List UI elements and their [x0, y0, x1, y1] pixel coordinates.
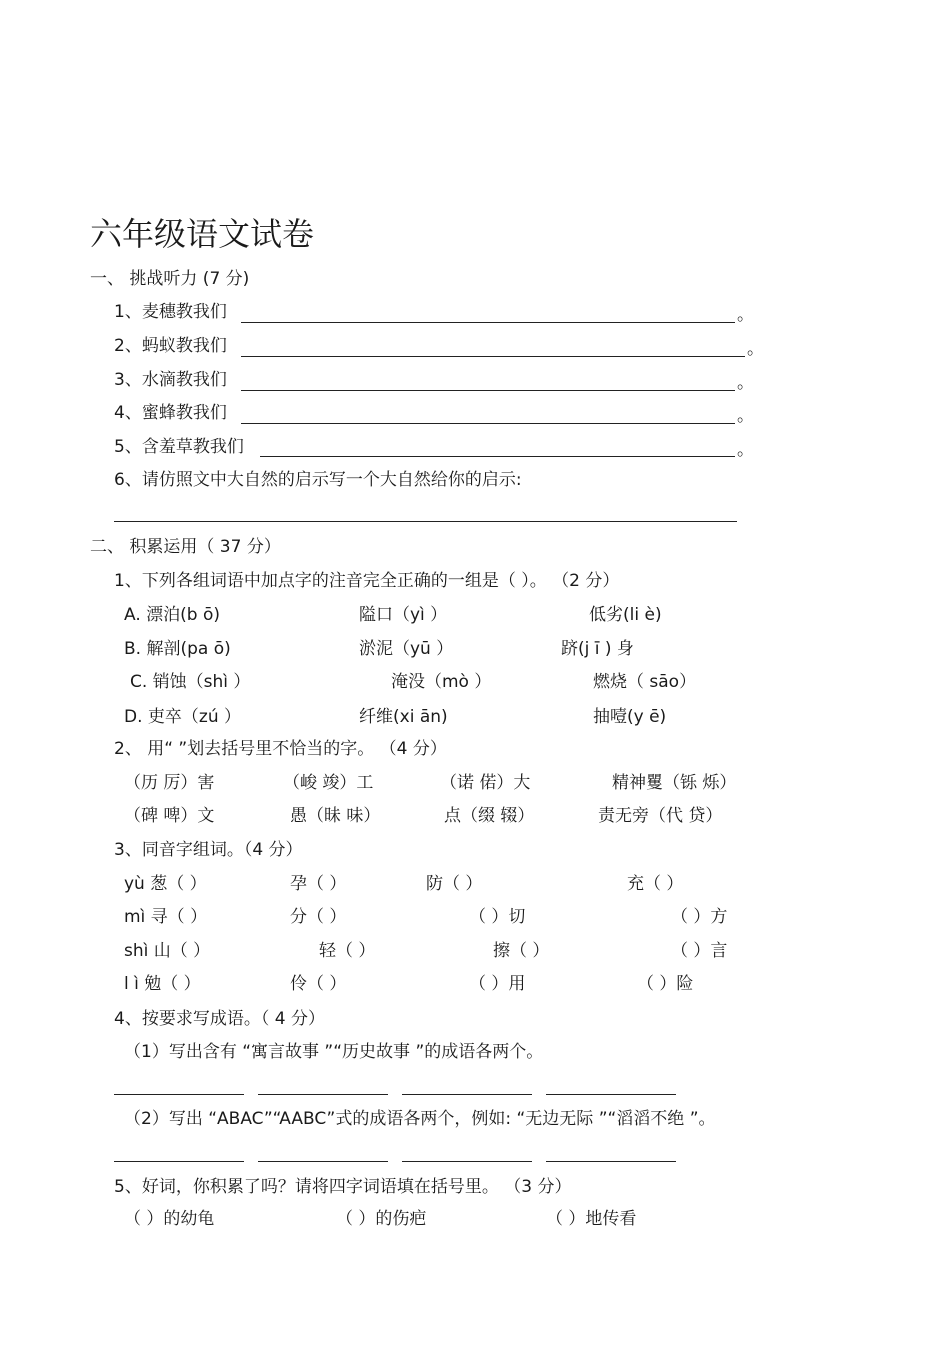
homophone-item: 充（ ）: [627, 874, 684, 894]
pair-item: 精神矍（铄 烁）: [612, 773, 737, 793]
question-2-4-sub-2: （2）写出 “ABAC”“AABC”式的成语各两个，例如: “无边无际 ”“滔滔不绝 ”。: [124, 1109, 716, 1129]
option-d-2: 纤维(xi ān): [359, 707, 448, 727]
option-b-2: 淤泥（yū ）: [359, 639, 454, 659]
question-2-4: 4、按要求写成语。（ 4 分）: [114, 1009, 325, 1029]
homophone-item: shì 山（ ）: [124, 941, 211, 961]
homophone-item: （ ）用: [469, 974, 526, 994]
option-d-1: D. 吏卒（zú ）: [124, 707, 241, 727]
question-1-4: 4、蜜蜂教我们: [114, 403, 227, 423]
section-1-heading: 一、 挑战听力 (7 分): [90, 269, 250, 289]
pair-item: （历 厉）害: [124, 773, 215, 793]
word-fill-item: （ ）地传看: [546, 1209, 637, 1229]
homophone-item: （ ）险: [637, 974, 694, 994]
period: 。: [737, 373, 754, 393]
section-2-heading: 二、 积累运用（ 37 分）: [90, 537, 281, 557]
answer-line-1-1[interactable]: [241, 322, 735, 323]
pair-item: （碑 啤）文: [124, 806, 215, 826]
idiom-blank[interactable]: [114, 1094, 244, 1095]
period: 。: [737, 305, 754, 325]
period: 。: [737, 406, 754, 426]
question-2-2: 2、 用“ ”划去括号里不恰当的字。 （4 分）: [114, 739, 447, 759]
word-fill-item: （ ）的幼龟: [124, 1209, 215, 1229]
homophone-item: yù 葱（ ）: [124, 874, 207, 894]
answer-line-1-2[interactable]: [241, 356, 745, 357]
question-2-5: 5、好词，你积累了吗？请将四字词语填在括号里。 （3 分）: [114, 1177, 572, 1197]
period: 。: [737, 440, 754, 460]
option-d-3: 抽噎(y ē): [593, 707, 667, 727]
answer-line-1-3[interactable]: [241, 390, 735, 391]
homophone-item: 防（ ）: [426, 874, 483, 894]
answer-line-1-4[interactable]: [241, 423, 735, 424]
answer-line-1-6[interactable]: [114, 521, 737, 522]
word-fill-item: （ ）的伤疤: [336, 1209, 427, 1229]
option-b-3: 跻(j ī ) 身: [561, 639, 634, 659]
pair-item: 责无旁（代 贷）: [598, 806, 723, 826]
question-2-1: 1、下列各组词语中加点字的注音完全正确的一组是（ ）。 （2 分）: [114, 571, 620, 591]
question-1-1: 1、麦穗教我们: [114, 302, 227, 322]
question-1-5: 5、含羞草教我们: [114, 437, 244, 457]
pair-item: （峻 竣）工: [283, 773, 374, 793]
question-1-3: 3、水滴教我们: [114, 370, 227, 390]
idiom-blank[interactable]: [402, 1094, 532, 1095]
question-2-4-sub-1: （1）写出含有 “寓言故事 ”“历史故事 ”的成语各两个。: [124, 1042, 544, 1062]
idiom-blank[interactable]: [114, 1161, 244, 1162]
homophone-item: 轻（ ）: [319, 941, 376, 961]
option-c-1: C. 销蚀（shì ）: [130, 672, 251, 692]
homophone-item: 伶（ ）: [290, 974, 347, 994]
pair-item: （诺 偌）大: [440, 773, 531, 793]
answer-line-1-5[interactable]: [260, 456, 735, 457]
option-a-1: A. 漂泊(b ō): [124, 605, 220, 625]
idiom-blank[interactable]: [546, 1161, 676, 1162]
period: 。: [747, 339, 764, 359]
pair-item: 愚（昧 味）: [290, 806, 381, 826]
option-b-1: B. 解剖(pa ō): [124, 639, 231, 659]
option-a-2: 隘口（yì ）: [359, 605, 448, 625]
option-c-3: 燃烧（ sāo）: [593, 672, 697, 692]
idiom-blank[interactable]: [258, 1161, 388, 1162]
option-c-2: 淹没（mò ）: [391, 672, 492, 692]
pair-item: 点（缀 辍）: [444, 806, 535, 826]
homophone-item: l ì 勉（ ）: [124, 974, 201, 994]
option-a-3: 低劣(li è): [589, 605, 662, 625]
idiom-blank[interactable]: [258, 1094, 388, 1095]
question-1-2: 2、蚂蚁教我们: [114, 336, 227, 356]
page-title: 六年级语文试卷: [90, 215, 315, 253]
idiom-blank[interactable]: [402, 1161, 532, 1162]
question-1-6: 6、请仿照文中大自然的启示写一个大自然给你的启示:: [114, 470, 522, 490]
homophone-item: （ ）方: [671, 907, 728, 927]
homophone-item: mì 寻（ ）: [124, 907, 208, 927]
homophone-item: （ ）言: [671, 941, 728, 961]
idiom-blank[interactable]: [546, 1094, 676, 1095]
homophone-item: 擦（ ）: [493, 941, 550, 961]
homophone-item: 孕（ ）: [290, 874, 347, 894]
homophone-item: 分（ ）: [290, 907, 347, 927]
question-2-3: 3、同音字组词。（4 分）: [114, 840, 303, 860]
homophone-item: （ ）切: [469, 907, 526, 927]
